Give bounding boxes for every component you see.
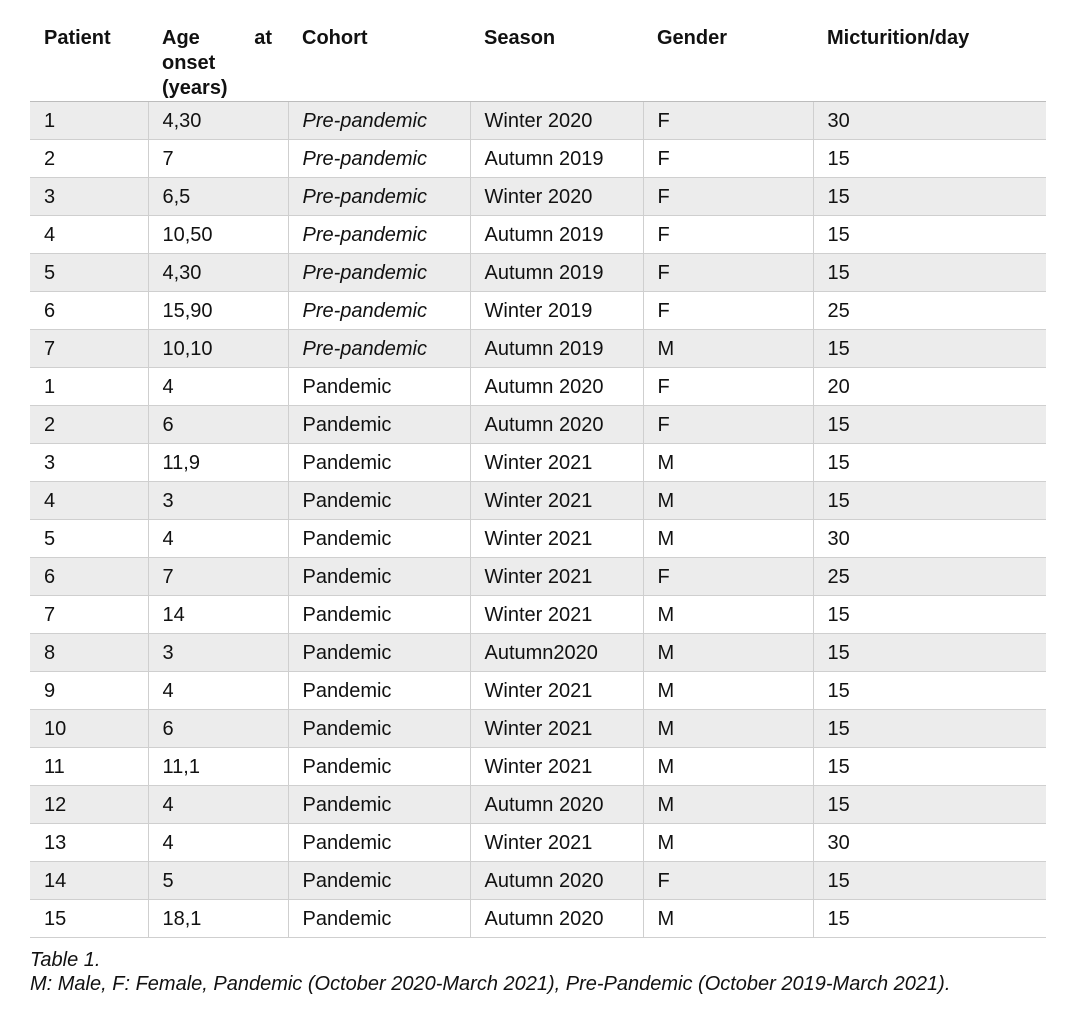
cell-age: 11,9: [148, 444, 288, 482]
cell-patient: 14: [30, 862, 148, 900]
cell-season: Winter 2020: [470, 178, 643, 216]
cell-age: 15,90: [148, 292, 288, 330]
table-row: [30, 520, 1046, 558]
cell-season: Autumn 2020: [470, 406, 643, 444]
cell-micturition: 15: [813, 140, 1046, 178]
cell-cohort: Pandemic: [288, 406, 470, 444]
cell-micturition: 15: [813, 900, 1046, 938]
header-age-at-onset: [148, 24, 288, 102]
cell-gender: M: [643, 900, 813, 938]
cell-micturition: 30: [813, 520, 1046, 558]
cell-micturition: 15: [813, 748, 1046, 786]
table-row: [30, 102, 1046, 140]
cell-age: 4: [148, 824, 288, 862]
cell-gender: M: [643, 596, 813, 634]
cell-cohort: Pandemic: [288, 368, 470, 406]
cell-cohort: Pandemic: [288, 482, 470, 520]
table-row: [30, 482, 1046, 520]
patient-table-container: [30, 24, 1046, 938]
header-gender: Gender: [643, 24, 813, 102]
cell-age: 4: [148, 672, 288, 710]
cell-patient: 5: [30, 520, 148, 558]
table-row: [30, 406, 1046, 444]
header-patient: Patient: [30, 24, 148, 102]
cell-season: Winter 2021: [470, 672, 643, 710]
table-row: [30, 558, 1046, 596]
cell-age: 7: [148, 140, 288, 178]
cell-patient: 15: [30, 900, 148, 938]
table-row: [30, 672, 1046, 710]
cell-season: Winter 2021: [470, 596, 643, 634]
table-row: [30, 292, 1046, 330]
header-micturition: Micturition/day: [813, 24, 1046, 102]
age-header-word-age: Age: [162, 27, 200, 49]
cell-age: 4: [148, 368, 288, 406]
table-row: [30, 786, 1046, 824]
cell-season: Winter 2021: [470, 558, 643, 596]
cell-season: Autumn 2020: [470, 786, 643, 824]
cell-micturition: 15: [813, 406, 1046, 444]
cell-age: 4,30: [148, 254, 288, 292]
cell-cohort: Pandemic: [288, 900, 470, 938]
cell-micturition: 30: [813, 102, 1046, 140]
cell-patient: 7: [30, 596, 148, 634]
cell-micturition: 15: [813, 178, 1046, 216]
cell-gender: F: [643, 140, 813, 178]
cell-gender: M: [643, 444, 813, 482]
cell-gender: F: [643, 216, 813, 254]
cell-patient: 5: [30, 254, 148, 292]
cell-gender: M: [643, 482, 813, 520]
cell-cohort: Pandemic: [288, 672, 470, 710]
cell-micturition: 15: [813, 862, 1046, 900]
cell-cohort: Pre-pandemic: [288, 178, 470, 216]
cell-gender: F: [643, 558, 813, 596]
cell-patient: 2: [30, 406, 148, 444]
cell-season: Winter 2021: [470, 710, 643, 748]
cell-micturition: 15: [813, 254, 1046, 292]
cell-gender: M: [643, 672, 813, 710]
cell-season: Autumn 2019: [470, 216, 643, 254]
caption-note: M: Male, F: Female, Pandemic (October 2020-March 2021), Pre-Pandemic (October 2019-March 2021).: [30, 973, 951, 995]
cell-season: Autumn 2019: [470, 330, 643, 368]
cell-age: 6: [148, 710, 288, 748]
table-row: [30, 216, 1046, 254]
cell-patient: 6: [30, 292, 148, 330]
age-header-line1: [162, 26, 272, 51]
cell-cohort: Pandemic: [288, 862, 470, 900]
cell-cohort: Pandemic: [288, 558, 470, 596]
cell-cohort: Pre-pandemic: [288, 216, 470, 254]
cell-micturition: 30: [813, 824, 1046, 862]
age-header-word-at: at: [254, 27, 272, 49]
cell-patient: 3: [30, 178, 148, 216]
cell-gender: M: [643, 330, 813, 368]
cell-cohort: Pre-pandemic: [288, 292, 470, 330]
cell-gender: M: [643, 520, 813, 558]
cell-age: 10,10: [148, 330, 288, 368]
cell-cohort: Pandemic: [288, 710, 470, 748]
cell-season: Autumn 2020: [470, 900, 643, 938]
table-row: [30, 900, 1046, 938]
cell-gender: F: [643, 406, 813, 444]
age-header-line3: (years): [162, 77, 228, 99]
cell-season: Winter 2021: [470, 824, 643, 862]
cell-patient: 1: [30, 368, 148, 406]
cell-cohort: Pre-pandemic: [288, 254, 470, 292]
cell-micturition: 20: [813, 368, 1046, 406]
cell-micturition: 25: [813, 292, 1046, 330]
cell-gender: F: [643, 292, 813, 330]
cell-gender: M: [643, 634, 813, 672]
cell-age: 7: [148, 558, 288, 596]
table-row: [30, 140, 1046, 178]
cell-cohort: Pandemic: [288, 634, 470, 672]
cell-cohort: Pre-pandemic: [288, 330, 470, 368]
cell-cohort: Pre-pandemic: [288, 140, 470, 178]
cell-age: 4,30: [148, 102, 288, 140]
cell-season: Autumn 2019: [470, 140, 643, 178]
cell-season: Winter 2021: [470, 482, 643, 520]
table-row: [30, 862, 1046, 900]
cell-gender: M: [643, 710, 813, 748]
cell-patient: 4: [30, 216, 148, 254]
age-header-line2: onset: [162, 52, 216, 74]
cell-cohort: Pandemic: [288, 786, 470, 824]
patient-table: [30, 24, 1046, 938]
cell-patient: 6: [30, 558, 148, 596]
header-row: [30, 24, 1046, 102]
cell-age: 4: [148, 520, 288, 558]
header-season: Season: [470, 24, 643, 102]
cell-micturition: 15: [813, 330, 1046, 368]
cell-patient: 8: [30, 634, 148, 672]
cell-season: Autumn 2019: [470, 254, 643, 292]
cell-gender: F: [643, 102, 813, 140]
cell-cohort: Pandemic: [288, 596, 470, 634]
cell-age: 11,1: [148, 748, 288, 786]
caption-title: Table 1.: [30, 949, 101, 971]
table-row: [30, 596, 1046, 634]
cell-age: 4: [148, 786, 288, 824]
cell-micturition: 15: [813, 596, 1046, 634]
cell-gender: F: [643, 368, 813, 406]
cell-age: 5: [148, 862, 288, 900]
cell-age: 3: [148, 634, 288, 672]
table-row: [30, 634, 1046, 672]
age-header-block: [162, 26, 272, 101]
cell-cohort: Pandemic: [288, 748, 470, 786]
table-row: [30, 444, 1046, 482]
cell-age: 3: [148, 482, 288, 520]
cell-cohort: Pandemic: [288, 520, 470, 558]
table-body: [30, 102, 1046, 938]
cell-gender: M: [643, 748, 813, 786]
table-header: [30, 24, 1046, 102]
cell-season: Autumn2020: [470, 634, 643, 672]
cell-season: Winter 2021: [470, 520, 643, 558]
cell-gender: F: [643, 254, 813, 292]
cell-gender: M: [643, 824, 813, 862]
cell-micturition: 15: [813, 444, 1046, 482]
cell-season: Winter 2021: [470, 444, 643, 482]
cell-age: 18,1: [148, 900, 288, 938]
cell-patient: 10: [30, 710, 148, 748]
cell-season: Autumn 2020: [470, 862, 643, 900]
header-cohort: Cohort: [288, 24, 470, 102]
cell-micturition: 15: [813, 634, 1046, 672]
cell-patient: 2: [30, 140, 148, 178]
cell-patient: 4: [30, 482, 148, 520]
cell-patient: 7: [30, 330, 148, 368]
cell-age: 6,5: [148, 178, 288, 216]
table-row: [30, 748, 1046, 786]
table-row: [30, 330, 1046, 368]
cell-gender: F: [643, 178, 813, 216]
table-caption: [30, 948, 950, 996]
cell-patient: 13: [30, 824, 148, 862]
cell-cohort: Pandemic: [288, 444, 470, 482]
cell-micturition: 15: [813, 482, 1046, 520]
table-row: [30, 710, 1046, 748]
cell-patient: 12: [30, 786, 148, 824]
table-row: [30, 254, 1046, 292]
cell-season: Winter 2021: [470, 748, 643, 786]
cell-season: Autumn 2020: [470, 368, 643, 406]
table-row: [30, 824, 1046, 862]
cell-age: 14: [148, 596, 288, 634]
cell-micturition: 25: [813, 558, 1046, 596]
cell-patient: 9: [30, 672, 148, 710]
cell-patient: 3: [30, 444, 148, 482]
cell-age: 6: [148, 406, 288, 444]
cell-micturition: 15: [813, 216, 1046, 254]
cell-patient: 1: [30, 102, 148, 140]
table-row: [30, 368, 1046, 406]
cell-season: Winter 2020: [470, 102, 643, 140]
cell-cohort: Pandemic: [288, 824, 470, 862]
cell-micturition: 15: [813, 672, 1046, 710]
cell-gender: M: [643, 786, 813, 824]
cell-season: Winter 2019: [470, 292, 643, 330]
cell-patient: 11: [30, 748, 148, 786]
cell-cohort: Pre-pandemic: [288, 102, 470, 140]
cell-micturition: 15: [813, 710, 1046, 748]
cell-age: 10,50: [148, 216, 288, 254]
cell-micturition: 15: [813, 786, 1046, 824]
table-row: [30, 178, 1046, 216]
cell-gender: F: [643, 862, 813, 900]
